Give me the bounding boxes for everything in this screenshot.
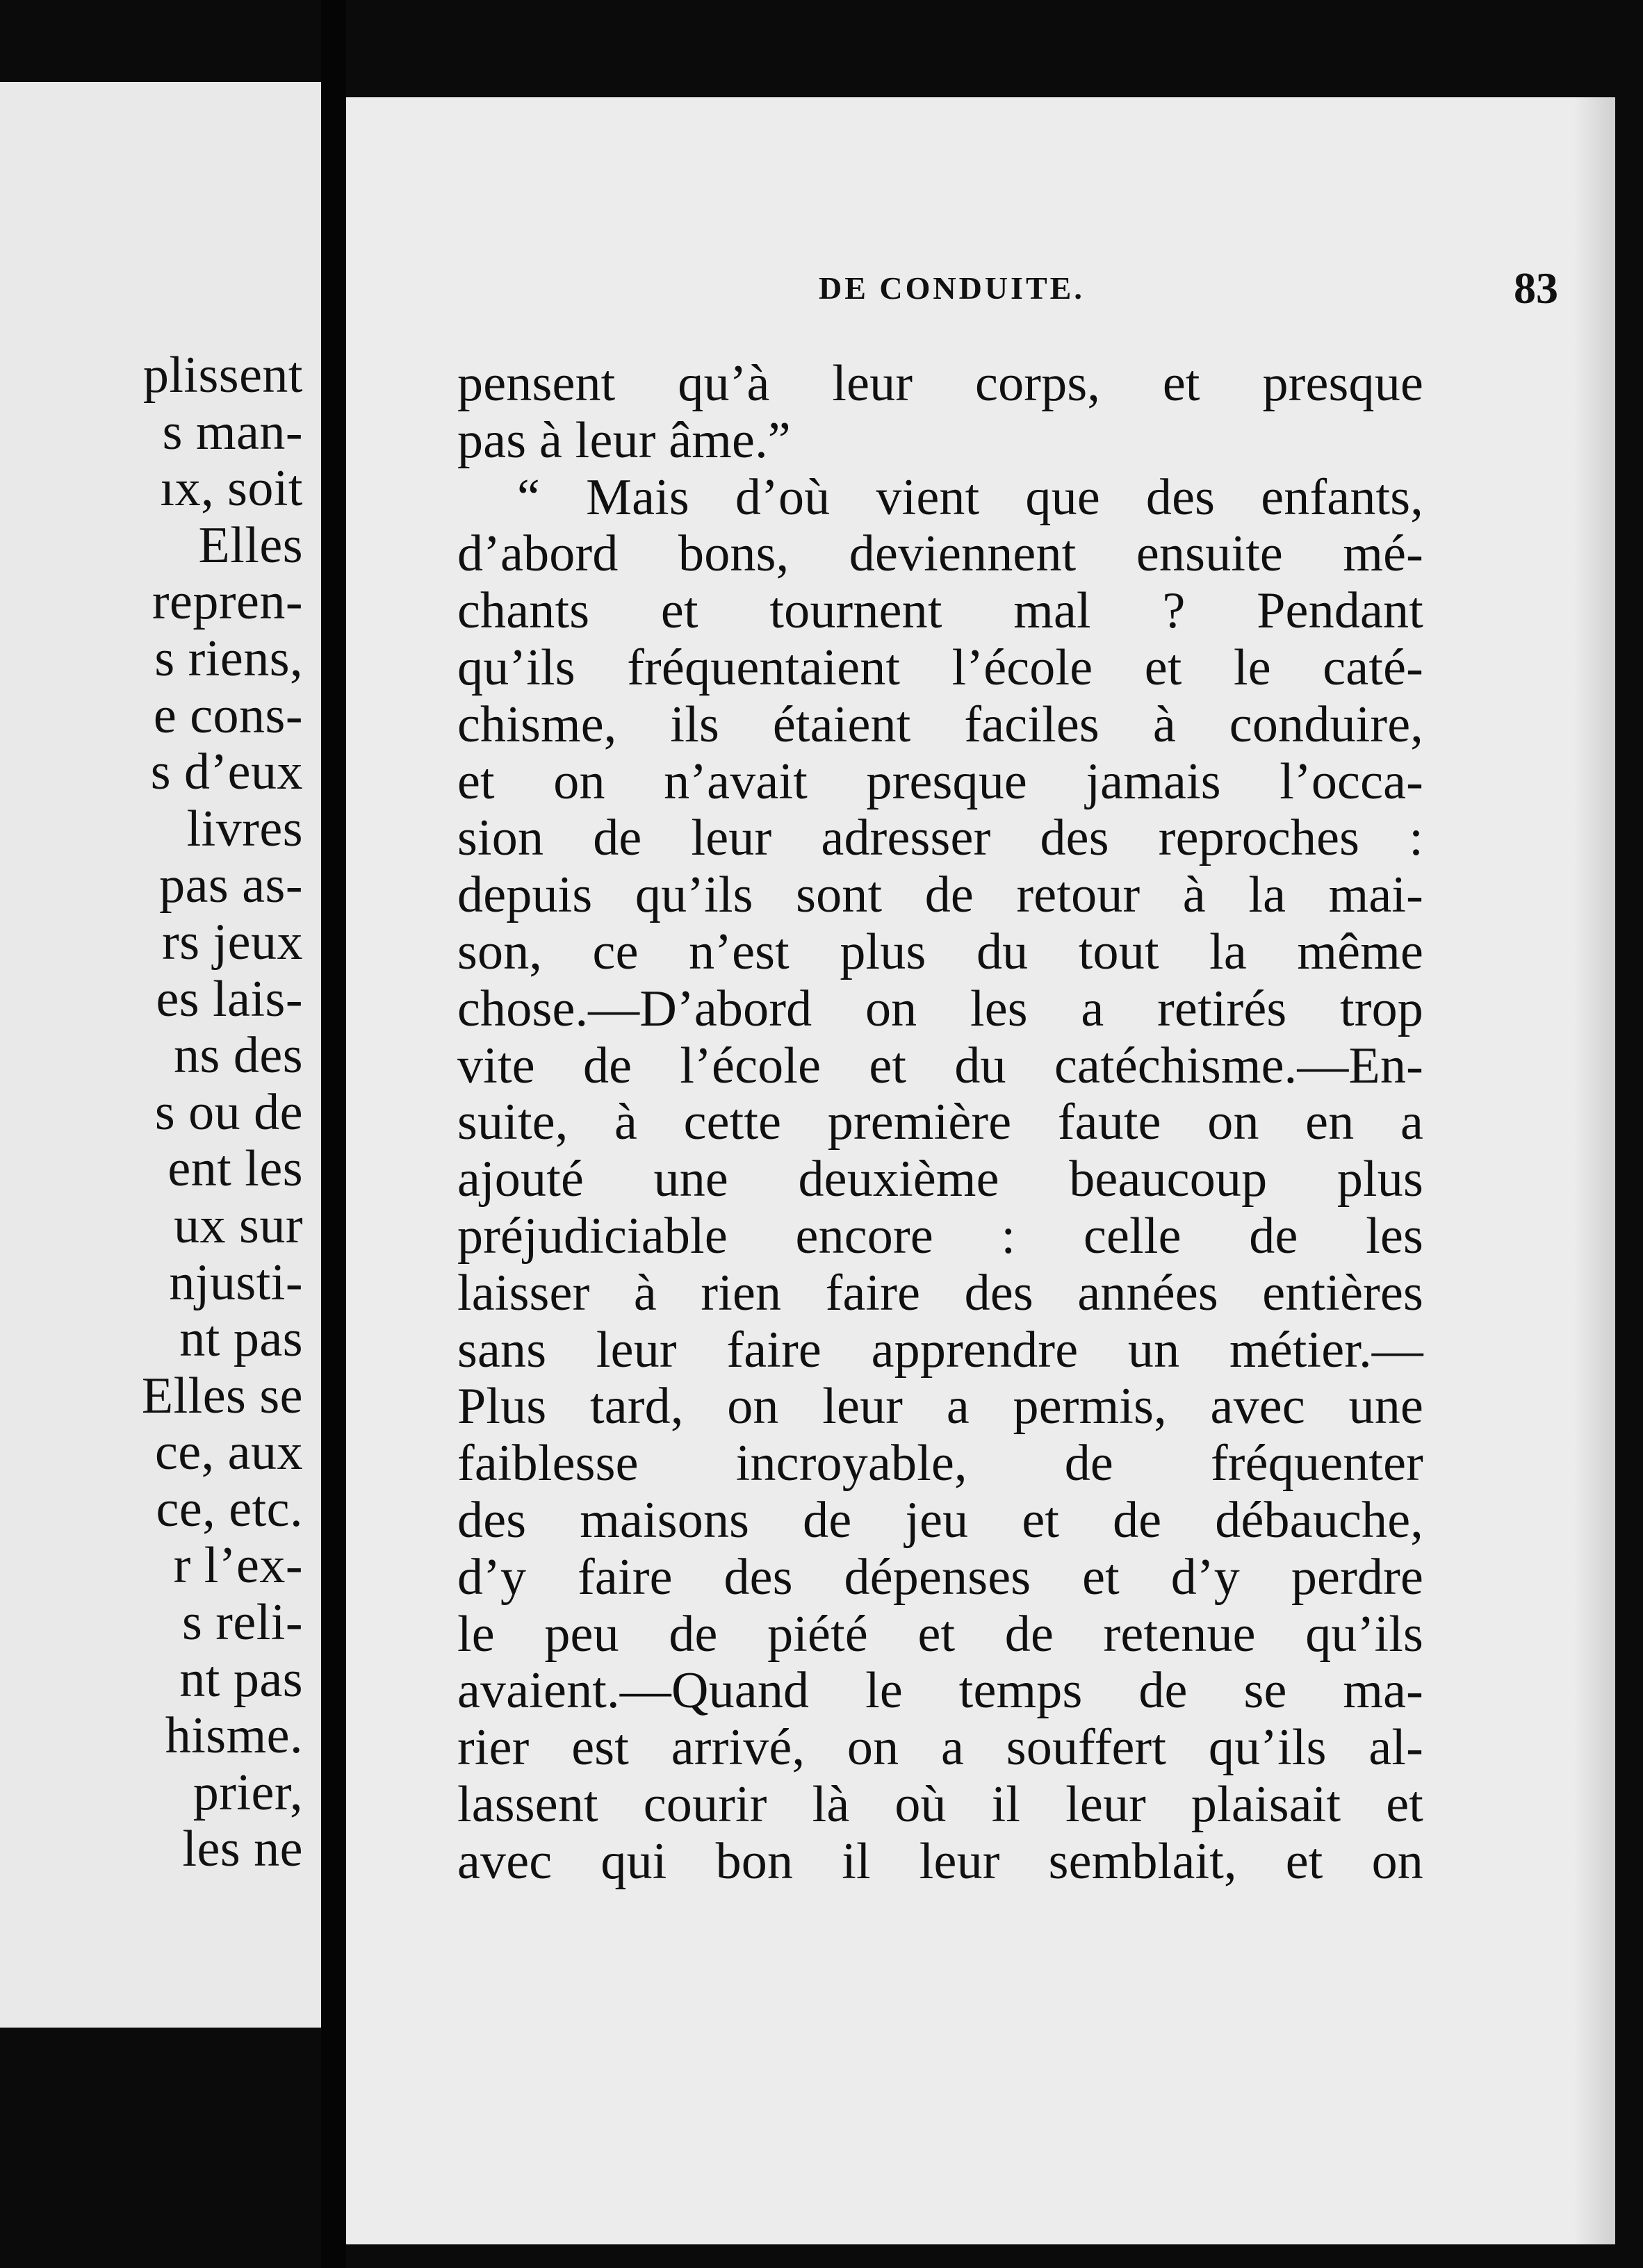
running-head-title: DE CONDUITE. bbox=[819, 270, 1085, 306]
text-line: qu’ils fréquentaient l’école et le caté- bbox=[457, 639, 1423, 696]
text-line: ent les bbox=[167, 1140, 303, 1198]
text-line: d’y faire des dépenses et d’y perdre bbox=[457, 1548, 1423, 1606]
text-line: ce, aux bbox=[154, 1424, 303, 1481]
text-line: suite, à cette première faute on en a bbox=[457, 1094, 1423, 1151]
text-line: Elles se bbox=[141, 1367, 303, 1424]
text-line: avaient.—Quand le temps de se ma- bbox=[457, 1662, 1423, 1720]
text-line: lassent courir là où il leur plaisait et bbox=[457, 1775, 1423, 1833]
text-line: nt pas bbox=[179, 1650, 303, 1708]
text-line: rier est arrivé, on a souffert qu’ils al- bbox=[457, 1719, 1423, 1777]
text-line: et on n’avait presque jamais l’occa- bbox=[457, 753, 1423, 810]
text-line: hisme. bbox=[165, 1707, 303, 1765]
text-line: Elles bbox=[198, 516, 303, 574]
text-line: ajouté une deuxième beaucoup plus bbox=[457, 1151, 1423, 1208]
text-line: préjudiciable encore : celle de les bbox=[457, 1207, 1423, 1265]
text-line: s reli- bbox=[181, 1594, 303, 1652]
text-line: les ne bbox=[182, 1821, 303, 1878]
text-line: laisser à rien faire des années entières bbox=[457, 1264, 1423, 1322]
text-line: ıx, soit bbox=[160, 460, 303, 518]
text-line: pas as- bbox=[159, 857, 303, 914]
text-line: prier, bbox=[193, 1764, 303, 1821]
text-line: sans leur faire apprendre un métier.— bbox=[457, 1321, 1423, 1379]
text-line: avec qui bon il leur semblait, et on bbox=[457, 1832, 1423, 1890]
text-line: sion de leur adresser des reproches : bbox=[457, 810, 1423, 867]
left-page bbox=[0, 82, 321, 2028]
text-line: depuis qu’ils sont de retour à la mai- bbox=[457, 866, 1423, 924]
text-line: s man- bbox=[162, 403, 303, 461]
text-line: r l’ex- bbox=[173, 1537, 303, 1595]
text-line: faiblesse incroyable, de fréquenter bbox=[457, 1435, 1423, 1493]
text-line: plissent bbox=[142, 347, 303, 404]
text-line: chants et tournent mal ? Pendant bbox=[457, 582, 1423, 640]
text-line: Plus tard, on leur a permis, avec une bbox=[457, 1378, 1423, 1436]
text-line: repren- bbox=[152, 573, 303, 631]
text-line: chose.—D’abord on les a retirés trop bbox=[457, 980, 1423, 1037]
book-gutter bbox=[321, 0, 346, 2268]
text-line: livres bbox=[186, 800, 303, 857]
text-line: s ou de bbox=[154, 1083, 303, 1141]
text-line: d’abord bons, deviennent ensuite mé- bbox=[457, 525, 1423, 583]
text-line: pensent qu’à leur corps, et presque bbox=[457, 355, 1423, 412]
text-line: rs jeux bbox=[162, 913, 303, 971]
text-line: le peu de piété et de retenue qu’ils bbox=[457, 1605, 1423, 1663]
body-text bbox=[457, 356, 1423, 1891]
page-number: 83 bbox=[1514, 263, 1558, 313]
text-line: pas à leur âme.” bbox=[457, 411, 791, 469]
text-line: des maisons de jeu et de débauche, bbox=[457, 1491, 1423, 1549]
text-line: ns des bbox=[174, 1027, 303, 1085]
left-page-text bbox=[142, 347, 303, 1878]
text-line: vite de l’école et du catéchisme.—En- bbox=[457, 1037, 1423, 1094]
text-line: ux sur bbox=[174, 1197, 303, 1254]
text-line: “ Mais d’où vient que des enfants, bbox=[517, 468, 1423, 526]
text-line: ce, etc. bbox=[156, 1480, 303, 1538]
text-line: s riens, bbox=[154, 630, 303, 687]
text-line: es lais- bbox=[156, 970, 303, 1028]
text-line: njusti- bbox=[169, 1254, 303, 1311]
text-line: son, ce n’est plus du tout la même bbox=[457, 923, 1423, 980]
right-page bbox=[346, 97, 1615, 2244]
text-line: nt pas bbox=[179, 1310, 303, 1368]
running-head bbox=[819, 263, 1558, 318]
text-line: e cons- bbox=[153, 687, 303, 744]
text-line: s d’eux bbox=[150, 743, 303, 801]
text-line: chisme, ils étaient faciles à conduire, bbox=[457, 696, 1423, 753]
